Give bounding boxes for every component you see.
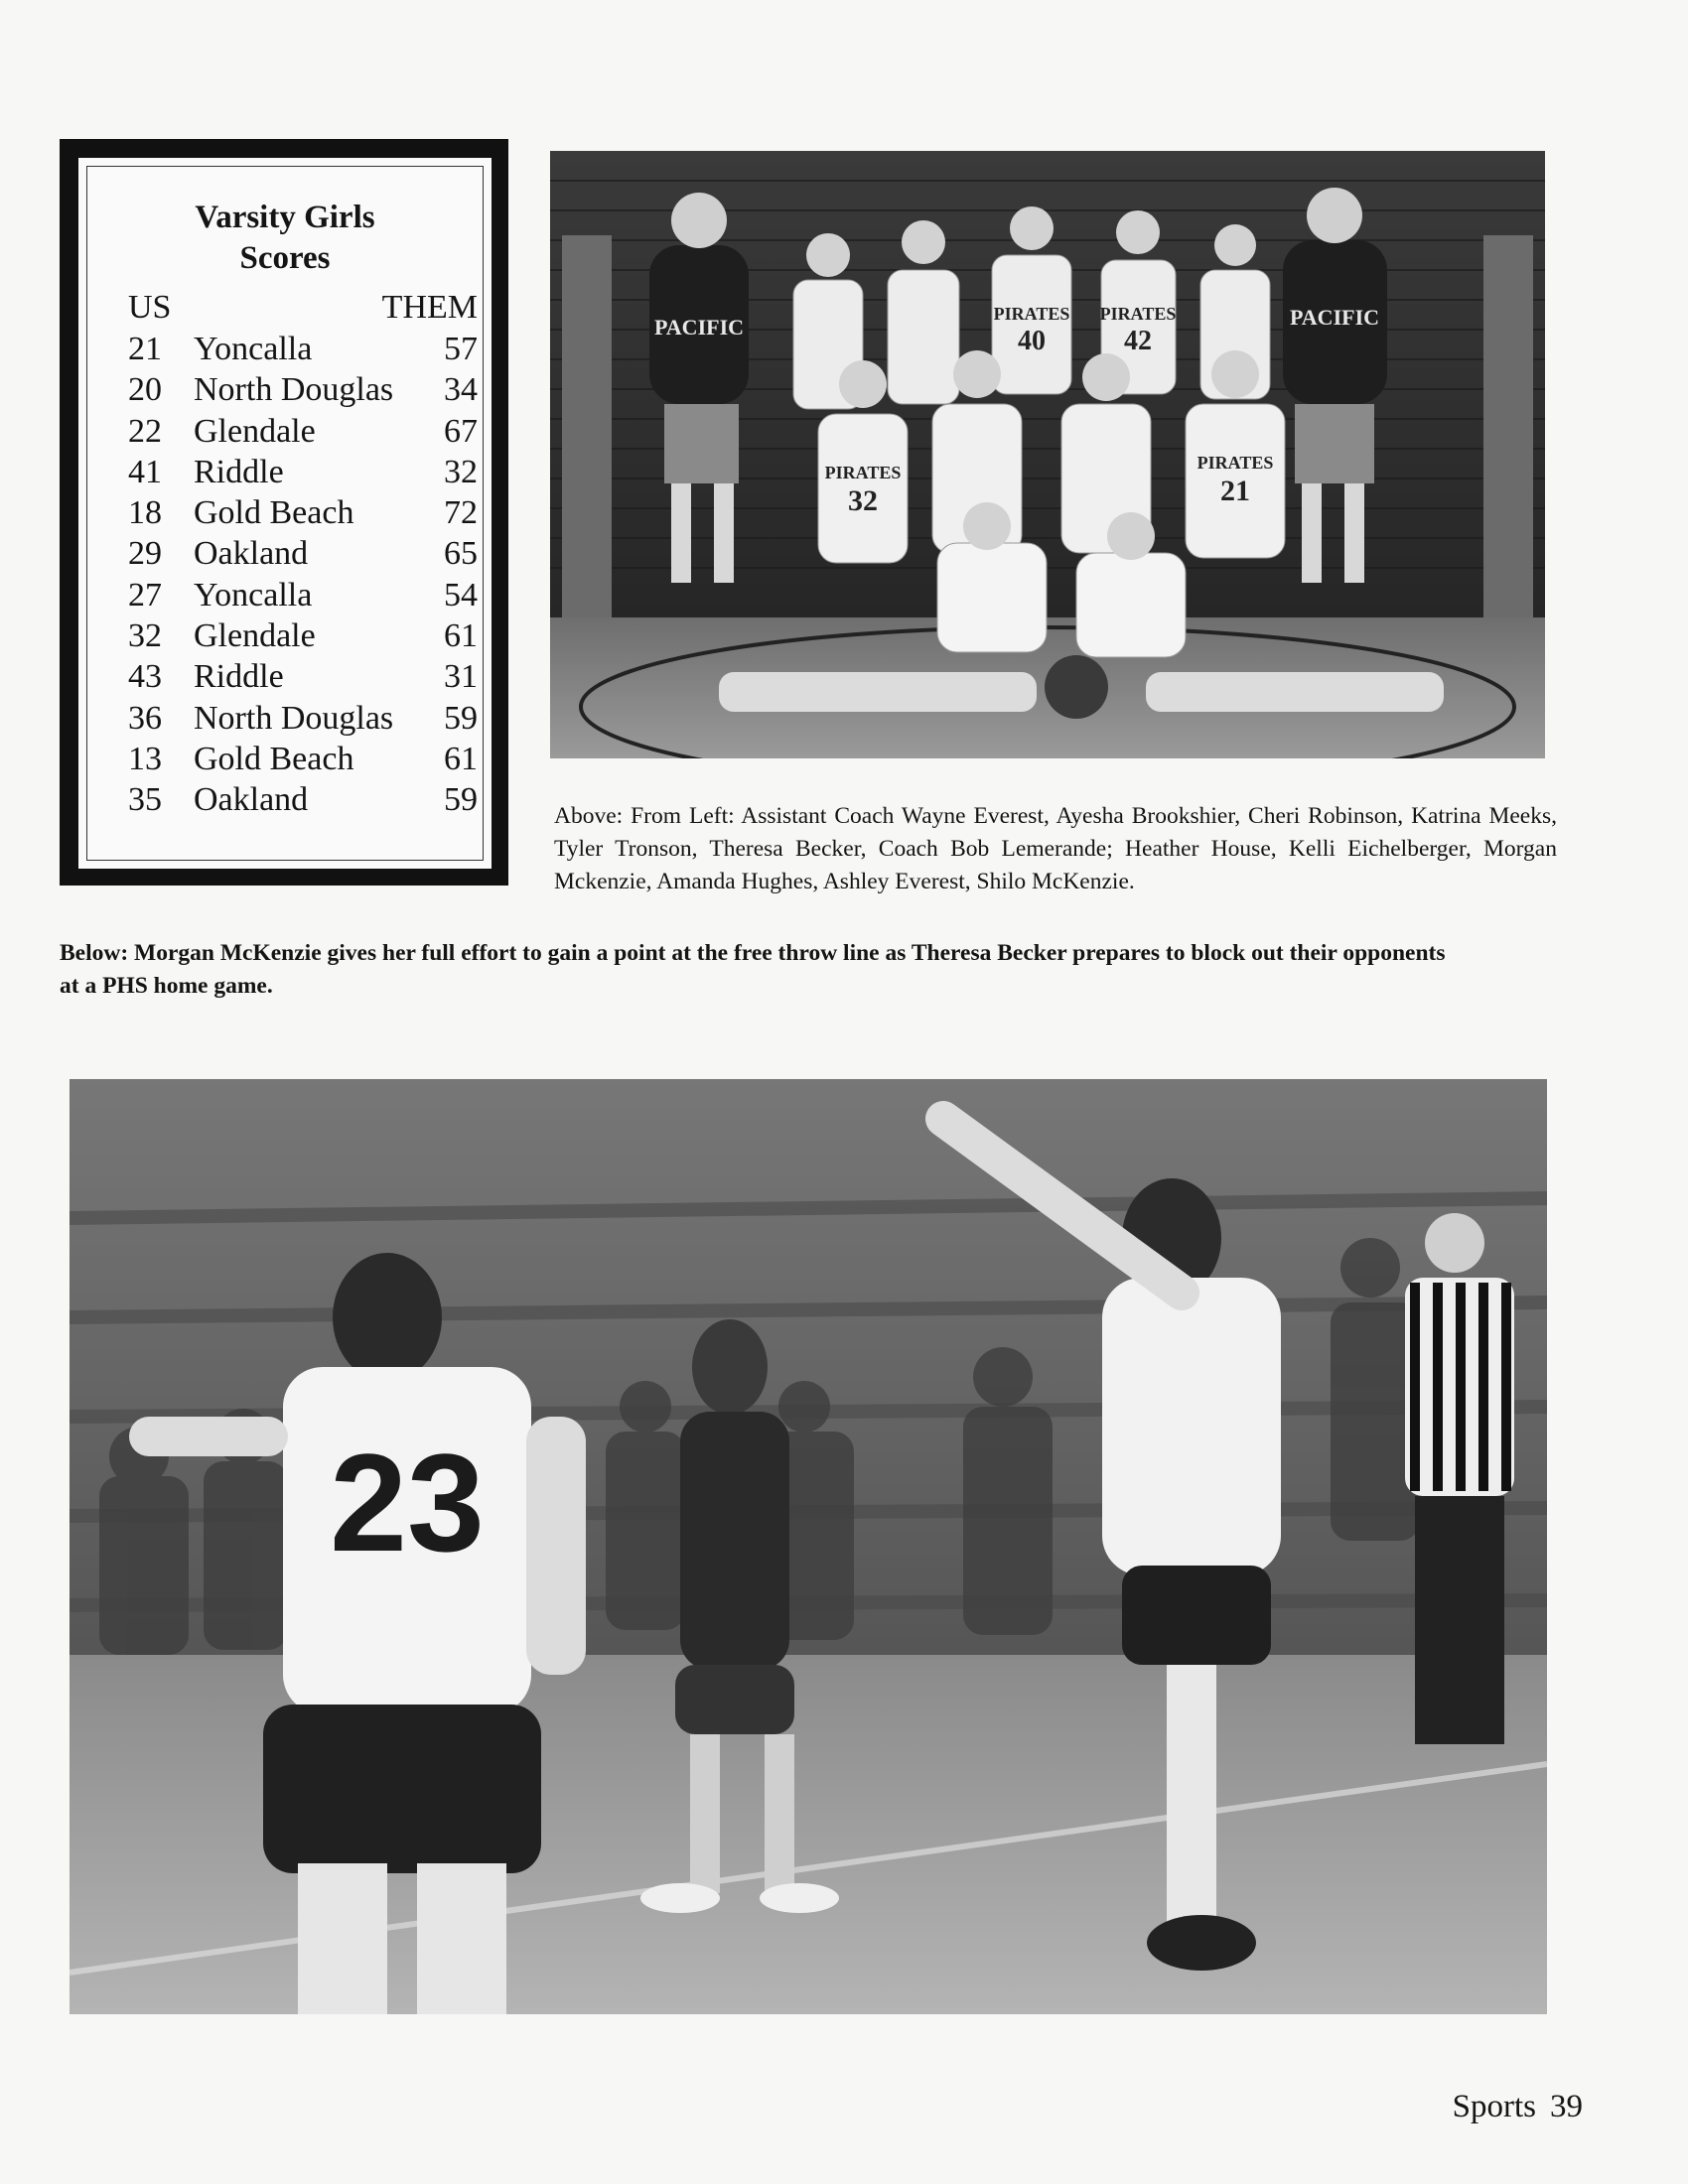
score-them: 61 <box>444 740 478 777</box>
score-opponent: North Douglas <box>194 371 394 409</box>
scores-panel <box>75 155 494 872</box>
header-us: US <box>128 289 172 326</box>
score-them: 59 <box>444 699 478 737</box>
score-us: 36 <box>128 699 162 737</box>
jersey-text: PIRATES <box>1099 304 1177 324</box>
score-them: 57 <box>444 331 478 367</box>
score-row <box>128 656 478 697</box>
page-number: 39 <box>1550 2089 1583 2124</box>
score-row <box>128 533 478 574</box>
score-them: 72 <box>444 494 478 532</box>
score-opponent: Glendale <box>194 412 316 450</box>
score-row <box>128 739 478 779</box>
score-row <box>128 329 478 369</box>
score-opponent: Gold Beach <box>194 494 354 532</box>
score-row <box>128 411 478 452</box>
page-footer <box>1439 2089 1583 2125</box>
jersey-text: PIRATES <box>1196 453 1274 473</box>
score-row <box>128 369 478 410</box>
game-photo-illustration <box>70 1079 1547 2014</box>
score-us: 27 <box>128 576 162 614</box>
score-them: 59 <box>444 781 478 819</box>
scores-title <box>78 198 492 279</box>
score-us: 35 <box>128 781 162 819</box>
footer-section: Sports <box>1452 2089 1536 2124</box>
coach-hoodie-text: PACIFIC <box>1289 305 1380 330</box>
scores-list <box>128 329 478 821</box>
score-opponent: Gold Beach <box>194 740 354 777</box>
score-us: 41 <box>128 453 162 490</box>
jersey-number: 32 <box>848 484 878 517</box>
score-us: 20 <box>128 371 162 409</box>
scores-title-line2: Scores <box>239 240 331 276</box>
jersey-text: PIRATES <box>993 304 1070 324</box>
score-row <box>128 575 478 615</box>
score-opponent: Glendale <box>194 617 316 655</box>
score-them: 32 <box>444 453 478 490</box>
jersey-number: 40 <box>1018 326 1046 356</box>
game-photo <box>70 1079 1547 2014</box>
score-row <box>128 779 478 820</box>
score-them: 61 <box>444 617 478 655</box>
game-photo-caption: Below: Morgan McKenzie gives her full effort to gain a point at the free throw line as Theresa Becker prepares to block out their opponents at a PHS home game. <box>60 940 1446 999</box>
coach-hoodie-text: PACIFIC <box>653 315 745 340</box>
score-us: 32 <box>128 617 162 655</box>
score-opponent: Yoncalla <box>194 331 313 367</box>
score-them: 54 <box>444 576 478 614</box>
jersey-text: PIRATES <box>824 463 902 482</box>
score-opponent: Yoncalla <box>194 576 313 614</box>
score-row <box>128 698 478 739</box>
score-opponent: Oakland <box>194 535 309 573</box>
jersey-number: 42 <box>1124 326 1152 356</box>
score-them: 34 <box>444 371 478 409</box>
scores-title-line1: Varsity Girls <box>195 200 375 235</box>
score-opponent: Riddle <box>194 453 284 490</box>
score-row <box>128 492 478 533</box>
team-photo <box>550 151 1545 758</box>
team-photo-illustration <box>550 151 1545 758</box>
team-photo-caption: Above: From Left: Assistant Coach Wayne Everest, Ayesha Brookshier, Cheri Robinson, Katrina Meeks, Tyler Tronson, Theresa Becker, Coach Bob Lemerande; Heather House, Kelli Eichelberger, Morgan Mckenzie, Amanda Hughes, Ashley Everest, Shilo McKenzie. <box>554 803 1557 894</box>
score-opponent: Riddle <box>194 658 284 696</box>
score-us: 29 <box>128 535 162 573</box>
score-us: 21 <box>128 331 162 367</box>
jersey-number: 21 <box>1220 475 1250 507</box>
header-them: THEM <box>381 289 478 326</box>
score-row <box>128 615 478 656</box>
score-opponent: Oakland <box>194 781 309 819</box>
score-them: 67 <box>444 412 478 450</box>
score-us: 13 <box>128 740 162 777</box>
score-us: 18 <box>128 494 162 532</box>
score-them: 65 <box>444 535 478 573</box>
player-jersey-number: 23 <box>330 1425 485 1580</box>
scores-box <box>60 139 508 886</box>
score-us: 43 <box>128 658 162 696</box>
score-us: 22 <box>128 412 162 450</box>
score-opponent: North Douglas <box>194 699 394 737</box>
score-them: 31 <box>444 658 478 696</box>
score-row <box>128 452 478 492</box>
